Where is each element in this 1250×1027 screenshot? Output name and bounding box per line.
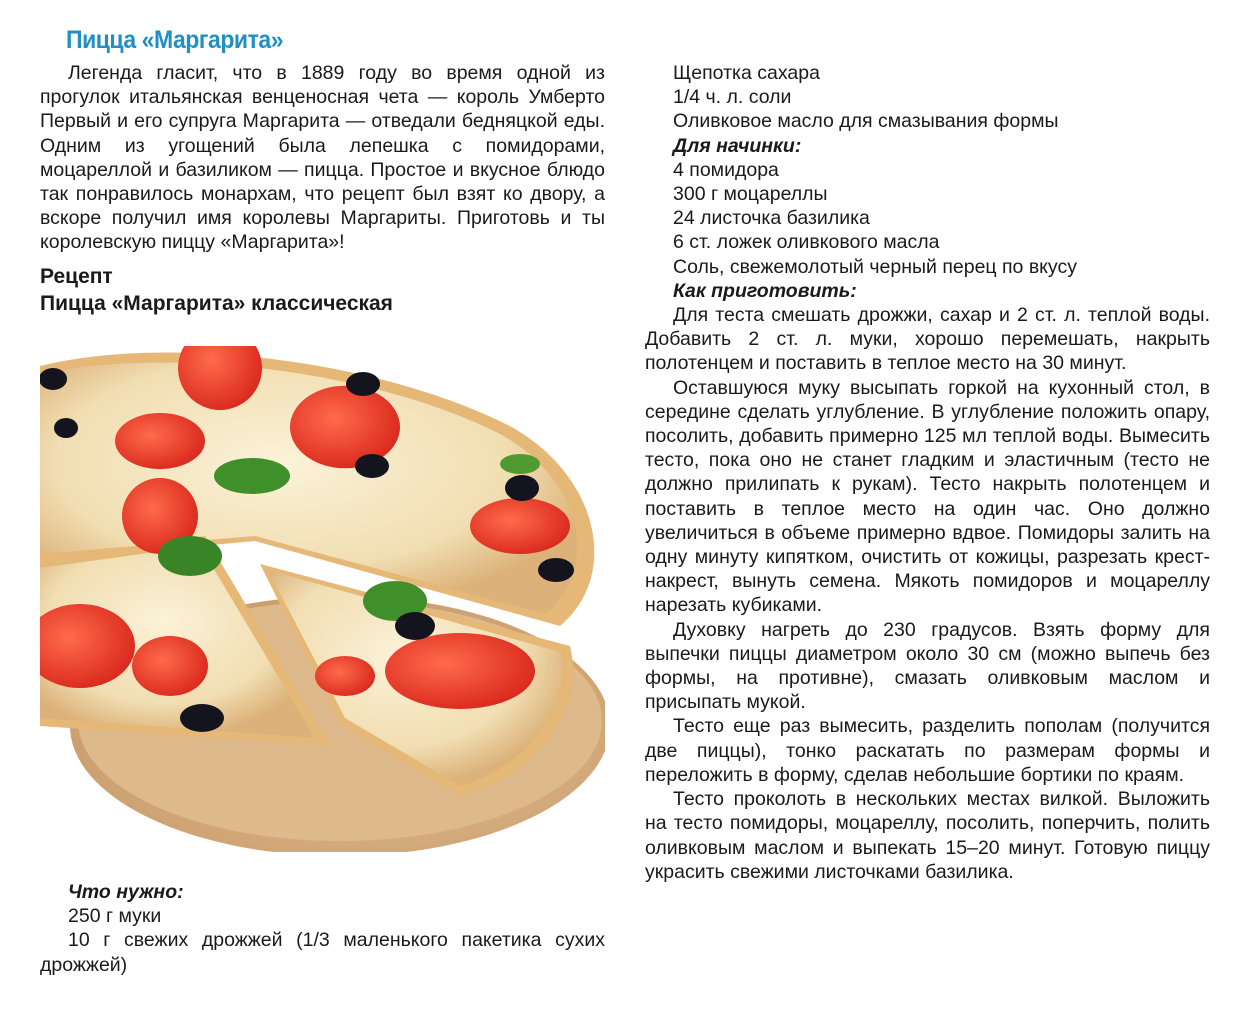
step-paragraph: Духовку нагреть до 230 градусов. Взять форму для выпечки пиццы диаметром около 30 см (можно выпечь без формы, на противне), смазать оливковым маслом и присыпать мукой. xyxy=(645,618,1210,714)
ingredient-item: 24 листочка базилика xyxy=(673,207,870,230)
step-paragraph: Для теста смешать дрожжи, сахар и 2 ст. л. теплой воды. Добавить 2 ст. л. муки, хорошо перемешать, накрыть полотенцем и поставить в теплое место на 30 минут. xyxy=(645,304,1210,375)
needs-section xyxy=(40,880,605,977)
filling-heading: Для начинки: xyxy=(673,134,802,157)
recipe-label: Рецепт xyxy=(40,264,113,288)
step-paragraph: Тесто еще раз вымесить, разделить пополам (получится две пиццы), тонко раскатать по размерам формы и переложить в форму, сделав небольшие бортики по краям. xyxy=(645,715,1210,786)
intro-paragraph: Легенда гласит, что в 1889 году во время одной из прогулок итальянская венценосная чета — король Умберто Первый и его супруга Маргарита — отведали бедняцкой еды. Одним из угощений была лепешка с помидорами, моцареллой и базиликом — пицца. Простое и вкусное блюдо так понравилось монархам, что рецепт был взят ко двору, а вскоре получил имя королевы Маргариты. Приготовь и ты королевскую пиццу «Маргарита»! xyxy=(40,62,605,254)
ingredient-item: 300 г моцареллы xyxy=(673,183,828,206)
ingredient-item: 10 г свежих дрожжей (1/3 маленького пакетика сухих дрожжей) xyxy=(40,929,605,976)
ingredient-item: 4 помидора xyxy=(673,158,779,181)
needs-heading: Что нужно: xyxy=(68,881,184,903)
ingredient-item: 250 г муки xyxy=(68,905,162,928)
pizza-photo xyxy=(40,346,605,852)
ingredient-item: Соль, свежемолотый черный перец по вкусу xyxy=(673,255,1077,278)
recipe-name: Пицца «Маргарита» классическая xyxy=(40,291,393,315)
ingredient-item: Щепотка сахара xyxy=(673,62,820,84)
step-paragraph: Оставшуюся муку высыпать горкой на кухонный стол, в середине сделать углубление. В углубление положить опару, посолить, добавить примерно 125 мл теплой воды. Вымесить тесто, пока оно не станет гладким и эластичным (тесто не должно прилипать к рукам). Тесто накрыть полотенцем и поставить в теплое место на один час. Оно должно увеличиться в объеме примерно вдвое. Помидоры залить на одну минуту кипятком, очистить от кожицы, разрезать крест-накрест, вынуть семена. Мякоть помидоров и моцареллу нарезать кубиками. xyxy=(645,376,1210,617)
ingredient-item: 1/4 ч. л. соли xyxy=(673,86,792,109)
howto-heading: Как приготовить: xyxy=(673,279,857,302)
step-paragraph: Тесто проколоть в нескольких местах вилкой. Выложить на тесто помидоры, моцареллу, посолить, поперчить, полить оливковым маслом и выпекать 15–20 минут. Готовую пиццу украсить свежими листочками базилика. xyxy=(645,788,1210,883)
right-column xyxy=(645,61,1210,884)
article-title: Пицца «Маргарита» xyxy=(66,26,284,54)
ingredient-item: Оливковое масло для смазывания формы xyxy=(673,110,1059,133)
left-column xyxy=(40,61,605,317)
ingredient-item: 6 ст. ложек оливкового масла xyxy=(673,231,940,254)
